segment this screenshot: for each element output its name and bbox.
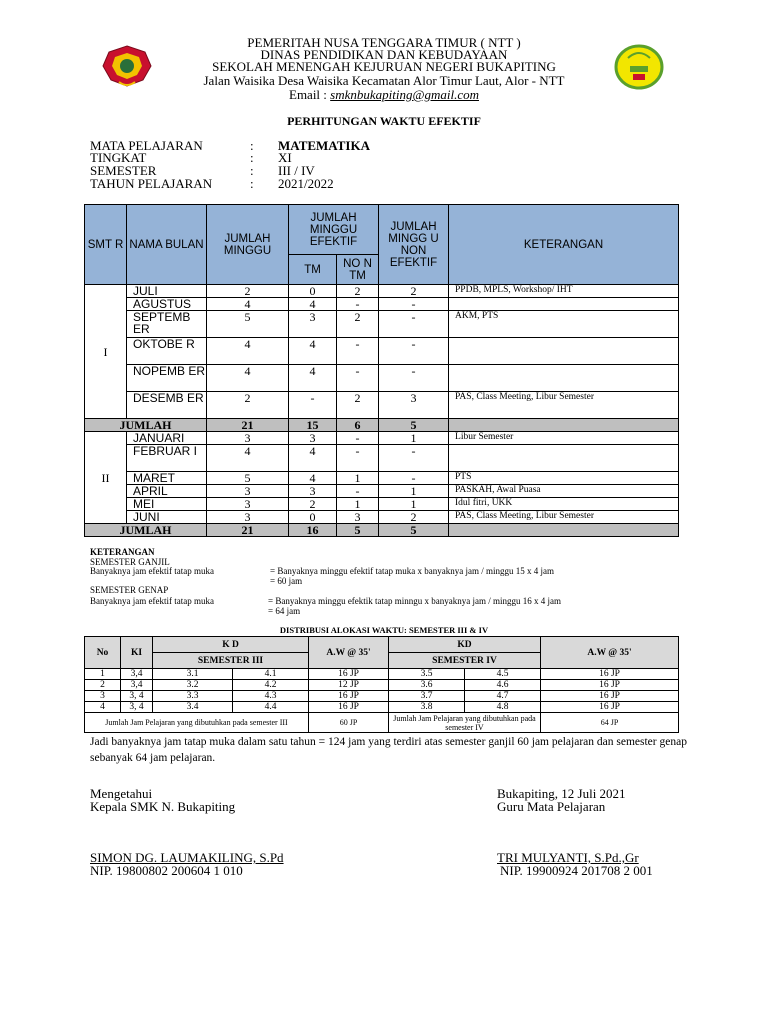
- total-row-semester-2: [85, 524, 679, 537]
- header-line-address: Jalan Waisika Desa Waisika Kecamatan Alor Timur Laut, Alor - NTT: [203, 73, 565, 88]
- non-tm-cell: -: [337, 298, 379, 311]
- meta-value: MATEMATIKA: [278, 138, 370, 153]
- semester-label: I: [85, 285, 127, 419]
- tm-cell: 4: [289, 365, 337, 392]
- weeks-cell: 4: [207, 365, 289, 392]
- table-row: [85, 485, 679, 498]
- header-month-name: NAMA BULAN: [127, 205, 207, 285]
- table-row: [85, 691, 679, 702]
- month-cell: DESEMB ER: [127, 392, 207, 419]
- cell-aw: 16 JP: [309, 669, 389, 680]
- cell-no: 3: [85, 691, 121, 702]
- month-cell: APRIL: [127, 485, 207, 498]
- table-row: [85, 680, 679, 691]
- header-email: [0, 88, 768, 101]
- cell-kd: 4.4: [233, 702, 309, 713]
- header-effective-weeks: JUMLAH MINGGU EFEKTIF: [289, 205, 379, 255]
- note-cell: [449, 445, 679, 472]
- tm-cell: 3: [289, 311, 337, 338]
- note-cell: Idul fitri, UKK: [449, 498, 679, 511]
- tm-cell: 0: [289, 511, 337, 524]
- note-cell: Libur Semester: [449, 432, 679, 445]
- note-cell: [449, 338, 679, 365]
- notes-ganjil-label: SEMESTER GANJIL: [90, 557, 170, 567]
- header-non-effective: JUMLAH MINGG U NON EFEKTIF: [379, 205, 449, 285]
- total-label: JUMLAH: [85, 524, 207, 537]
- table-row: [85, 432, 679, 445]
- non-tm-cell: 1: [337, 472, 379, 485]
- sig-right-date: Bukapiting, 12 Juli 2021: [497, 786, 626, 801]
- tm-cell: 4: [289, 472, 337, 485]
- cell-kd: 3.7: [389, 691, 465, 702]
- cell-kd: 3.3: [153, 691, 233, 702]
- header-line-government: PEMERITAH NUSA TENGGARA TIMUR ( NTT ): [247, 35, 521, 50]
- header-smtr: SMT R: [85, 205, 127, 285]
- total-non-effective: 5: [379, 419, 449, 432]
- tm-cell: 4: [289, 338, 337, 365]
- note-cell: [449, 298, 679, 311]
- col-ki: KI: [121, 637, 153, 669]
- cell-no: 1: [85, 669, 121, 680]
- weeks-cell: 4: [207, 298, 289, 311]
- header-non-tm: NO N TM: [337, 255, 379, 285]
- non-effective-cell: 1: [379, 485, 449, 498]
- weeks-cell: 3: [207, 485, 289, 498]
- cell-no: 2: [85, 680, 121, 691]
- non-tm-cell: 2: [337, 392, 379, 419]
- cell-ki: 3, 4: [121, 691, 153, 702]
- note-cell: [449, 365, 679, 392]
- cell-aw: 16 JP: [541, 669, 679, 680]
- cell-kd: 3.5: [389, 669, 465, 680]
- cell-ki: 3, 4: [121, 702, 153, 713]
- note-cell: PASKAH, Awal Puasa: [449, 485, 679, 498]
- non-effective-cell: 1: [379, 498, 449, 511]
- total-label-semester-3: Jumlah Jam Pelajaran yang dibutuhkan pada semester III: [85, 713, 309, 733]
- cell-kd: 3.8: [389, 702, 465, 713]
- sig-right-name: TRI MULYANTI, S.Pd.,Gr: [497, 850, 639, 865]
- non-effective-cell: 1: [379, 432, 449, 445]
- header-line-department: DINAS PENDIDIKAN DAN KEBUDAYAAN: [260, 47, 508, 62]
- non-effective-cell: 3: [379, 392, 449, 419]
- header-line-school: SEKOLAH MENENGAH KEJURUAN NEGERI BUKAPITING: [212, 59, 556, 74]
- tm-cell: 3: [289, 485, 337, 498]
- non-tm-cell: -: [337, 432, 379, 445]
- meta-value: III / IV: [278, 163, 315, 178]
- cell-kd: 4.6: [465, 680, 541, 691]
- non-effective-cell: -: [379, 338, 449, 365]
- header-tm: TM: [289, 255, 337, 285]
- weeks-cell: 3: [207, 498, 289, 511]
- cell-kd: 4.2: [233, 680, 309, 691]
- non-tm-cell: 1: [337, 498, 379, 511]
- cell-ki: 3,4: [121, 680, 153, 691]
- note-cell: PAS, Class Meeting, Libur Semester: [449, 511, 679, 524]
- non-tm-cell: 2: [337, 311, 379, 338]
- weeks-cell: 3: [207, 432, 289, 445]
- non-tm-cell: -: [337, 445, 379, 472]
- weeks-cell: 4: [207, 338, 289, 365]
- non-effective-cell: -: [379, 365, 449, 392]
- cell-kd: 3.2: [153, 680, 233, 691]
- notes-genap-formula: = Banyaknya minggu efektik tatap minngu x banyaknya jam / minggu 16 x 4 jam: [268, 596, 562, 606]
- notes-heading: KETERANGAN: [90, 547, 155, 557]
- non-tm-cell: 3: [337, 511, 379, 524]
- meta-key: MATA PELAJARAN: [90, 138, 203, 153]
- total-value-semester-3: 60 JP: [309, 713, 389, 733]
- note-cell: AKM, PTS: [449, 311, 679, 338]
- note-cell: PTS: [449, 472, 679, 485]
- sig-left-name: SIMON DG. LAUMAKILING, S.Pd: [90, 850, 284, 865]
- table-row: [85, 338, 679, 365]
- table-row: [85, 392, 679, 419]
- col-kd-semester-3: K D: [153, 637, 309, 653]
- total-row-semester-1: [85, 419, 679, 432]
- month-cell: SEPTEMB ER: [127, 311, 207, 338]
- total-label: JUMLAH: [85, 419, 207, 432]
- weeks-cell: 2: [207, 392, 289, 419]
- month-cell: JULI: [127, 285, 207, 298]
- notes-genap-left: Banyaknya jam efektif tatap muka: [90, 596, 214, 606]
- month-cell: OKTOBE R: [127, 338, 207, 365]
- weeks-cell: 5: [207, 311, 289, 338]
- sig-right-title: Guru Mata Pelajaran: [497, 799, 606, 814]
- cell-kd: 4.8: [465, 702, 541, 713]
- total-tm: 15: [289, 419, 337, 432]
- table-row: [85, 445, 679, 472]
- month-cell: MARET: [127, 472, 207, 485]
- tm-cell: 2: [289, 498, 337, 511]
- total-row: [85, 713, 679, 733]
- cell-aw: 16 JP: [309, 691, 389, 702]
- total-value-semester-4: 64 JP: [541, 713, 679, 733]
- month-cell: FEBRUAR I: [127, 445, 207, 472]
- document-title: PERHITUNGAN WAKTU EFEKTIF: [287, 114, 481, 128]
- cell-aw: 12 JP: [309, 680, 389, 691]
- tm-cell: 0: [289, 285, 337, 298]
- non-effective-cell: -: [379, 472, 449, 485]
- effective-weeks-table: [84, 204, 679, 537]
- col-semester-4: SEMESTER IV: [389, 653, 541, 669]
- total-weeks: 21: [207, 419, 289, 432]
- total-label-semester-4: Jumlah Jam Pelajaran yang dibutuhkan pada semester IV: [389, 713, 541, 733]
- table-row: [85, 311, 679, 338]
- note-cell: PPDB, MPLS, Workshop/ IHT: [449, 285, 679, 298]
- meta-colon: :: [250, 176, 254, 191]
- cell-kd: 3.4: [153, 702, 233, 713]
- cell-aw: 16 JP: [541, 680, 679, 691]
- email-label: Email :: [289, 87, 331, 102]
- email-link[interactable]: smknbukapiting@gmail.com: [330, 87, 479, 102]
- cell-ki: 3,4: [121, 669, 153, 680]
- cell-aw: 16 JP: [541, 691, 679, 702]
- month-cell: AGUSTUS: [127, 298, 207, 311]
- month-cell: JANUARI: [127, 432, 207, 445]
- non-effective-cell: -: [379, 311, 449, 338]
- col-aw-semester-4: A.W @ 35': [541, 637, 679, 669]
- col-no: No: [85, 637, 121, 669]
- total-non-tm: 5: [337, 524, 379, 537]
- total-weeks: 21: [207, 524, 289, 537]
- month-cell: MEI: [127, 498, 207, 511]
- distribution-title: DISTRIBUSI ALOKASI WAKTU: SEMESTER III & IV: [279, 625, 489, 635]
- cell-kd: 3.6: [389, 680, 465, 691]
- meta-colon: :: [250, 163, 254, 178]
- weeks-cell: 5: [207, 472, 289, 485]
- meta-colon: :: [250, 138, 254, 153]
- semester-label: II: [85, 432, 127, 524]
- notes-genap-result: = 64 jam: [268, 606, 301, 616]
- non-tm-cell: -: [337, 338, 379, 365]
- table-row: [85, 498, 679, 511]
- weeks-cell: 4: [207, 445, 289, 472]
- notes-genap-label: SEMESTER GENAP: [90, 585, 169, 595]
- notes-ganjil-result: = 60 jam: [270, 576, 303, 586]
- weeks-cell: 3: [207, 511, 289, 524]
- table-row: [85, 365, 679, 392]
- non-tm-cell: -: [337, 365, 379, 392]
- non-effective-cell: -: [379, 298, 449, 311]
- meta-key: TINGKAT: [90, 150, 147, 165]
- total-non-tm: 6: [337, 419, 379, 432]
- total-tm: 16: [289, 524, 337, 537]
- meta-value: XI: [278, 150, 292, 165]
- non-effective-cell: -: [379, 445, 449, 472]
- tm-cell: 4: [289, 445, 337, 472]
- table-row: [85, 511, 679, 524]
- month-cell: NOPEMB ER: [127, 365, 207, 392]
- sig-left-acknowledged: Mengetahui: [90, 786, 153, 801]
- meta-value: 2021/2022: [278, 176, 334, 191]
- cell-kd: 4.1: [233, 669, 309, 680]
- cell-kd: 4.5: [465, 669, 541, 680]
- sig-left-title: Kepala SMK N. Bukapiting: [90, 799, 236, 814]
- cell-kd: 4.7: [465, 691, 541, 702]
- sig-left-nip: NIP. 19800802 200604 1 010: [90, 863, 243, 878]
- table-row: [85, 298, 679, 311]
- tm-cell: 4: [289, 298, 337, 311]
- total-non-effective: 5: [379, 524, 449, 537]
- non-tm-cell: -: [337, 485, 379, 498]
- col-aw-semester-3: A.W @ 35': [309, 637, 389, 669]
- col-semester-3: SEMESTER III: [153, 653, 309, 669]
- table-row: [85, 669, 679, 680]
- table-row: [85, 472, 679, 485]
- summary-paragraph: Jadi banyaknya jam tatap muka dalam satu tahun = 124 jam yang terdiri atas semester ganjil 60 jam pelajaran dan semester genap sebanyak 64 jam pelajaran.: [90, 736, 687, 764]
- non-tm-cell: 2: [337, 285, 379, 298]
- sig-right-nip: NIP. 19900924 201708 2 001: [500, 863, 653, 878]
- cell-no: 4: [85, 702, 121, 713]
- cell-kd: 3.1: [153, 669, 233, 680]
- cell-aw: 16 JP: [541, 702, 679, 713]
- table-row: [85, 702, 679, 713]
- time-allocation-table: [84, 636, 679, 733]
- tm-cell: 3: [289, 432, 337, 445]
- notes-ganjil-formula: = Banyaknya minggu efektif tatap muka x banyaknya jam / minggu 15 x 4 jam: [270, 566, 555, 576]
- cell-kd: 4.3: [233, 691, 309, 702]
- non-effective-cell: 2: [379, 285, 449, 298]
- weeks-cell: 2: [207, 285, 289, 298]
- meta-colon: :: [250, 150, 254, 165]
- note-cell: PAS, Class Meeting, Libur Semester: [449, 392, 679, 419]
- cell-aw: 16 JP: [309, 702, 389, 713]
- notes-ganjil-left: Banyaknya jam efektif tatap muka: [90, 566, 214, 576]
- header-notes: KETERANGAN: [449, 205, 679, 285]
- tm-cell: -: [289, 392, 337, 419]
- table-row: [85, 285, 679, 298]
- meta-key: TAHUN PELAJARAN: [90, 176, 213, 191]
- month-cell: JUNI: [127, 511, 207, 524]
- col-kd-semester-4: KD: [389, 637, 541, 653]
- meta-key: SEMESTER: [90, 163, 157, 178]
- header-week-count: JUMLAH MINGGU: [207, 205, 289, 285]
- non-effective-cell: 2: [379, 511, 449, 524]
